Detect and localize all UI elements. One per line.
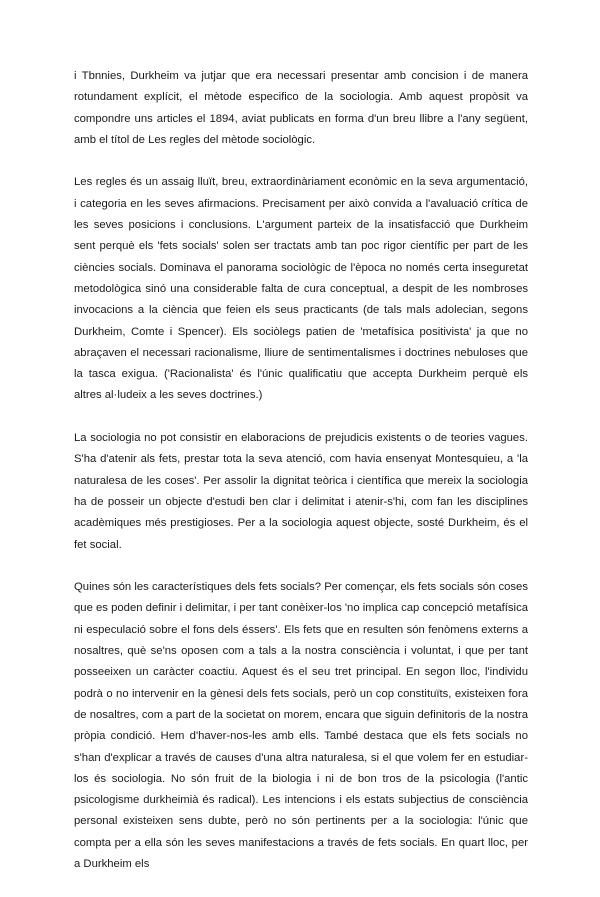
paragraph-1: i Tbnnies, Durkheim va jutjar que era necessari presentar amb concision i de manera rotundament explícit, el mètode especifico de la sociologia. Amb aquest propòsit va compondre uns articles el 1894, aviat publicats en forma d'un breu llibre a l'any següent, amb el títol de Les regles del mètode sociològic.: [74, 70, 528, 146]
paragraph-3: La sociologia no pot consistir en elaboracions de prejudicis existents o de teories vagues. S'ha d'atenir als fets, prestar tota la seva atenció, com havia ensenyat Montesquieu, a 'la naturalesa de les coses'. Per assolir la dignitat teòrica i científica que mereix la sociologia ha de posseir un objecte d'estudi ben clar i delimitat i atenir-s'hi, com fan les disciplines acadèmiques més prestigioses. Per a la sociologia aquest objecte, sosté Durkheim, és el fet social.: [74, 432, 528, 551]
paragraph-2: Les regles és un assaig lluït, breu, extraordinàriament econòmic en la seva argumentació, i categoria en les seves afirmacions. Precisament per això convida a l'avaluació crítica de les seves posicions i conclusions. L'argument parteix de la insatisfacció que Durkheim sent perquè els 'fets socials' solen ser tractats amb tan poc rigor científic per part de les ciències socials. Dominava el panorama sociològic de l'època no només certa inseguretat metodològica sinó una considerable falta de cura conceptual, a despit de les nombroses invocacions a la ciència que feien els seus practicants (de tals mals adolecian, segons Durkheim, Comte i Spencer). Els sociòlegs patien de 'metafísica positivista' ja que no abraçaven el necessari racionalisme, lliure de sentimentalismes i doctrines nebuloses que la tasca exigua. ('Racionalista' és l'únic qualificatiu que accepta Durkheim perquè els altres al·ludeix a les seves doctrines.): [74, 176, 528, 402]
body-text: [74, 66, 528, 897]
paragraph-4: Quines són les característiques dels fets socials? Per començar, els fets socials són coses que es poden definir i delimitar, i per tant conèixer-los 'no implica cap concepció metafísica ni especulació sobre el fons dels éssers'. Els fets que en resulten són fenòmens externs a nosaltres, què se'ns oposen com a tals a la nostra consciència i voluntat, i que per tant posseeixen un caràcter coactiu. Aquest és el seu tret principal. En segon lloc, l'individu podrà o no intervenir en la gènesi dels fets socials, però un cop constituïts, existeixen fora de nosaltres, com a part de la societat on morem, encara que siguin definitoris de la nostra pròpia condició. Hem d'haver-nos-les amb ells. També destaca que els fets socials no s'han d'explicar a través de causes d'una altra naturalesa, si el que volem fer en estudiar-los és sociologia. No són fruit de la biologia i ni de bon tros de la psicologia (l'antic psicologisme durkheimià és radical). Les intencions i els estats subjectius de consciència personal existeixen sens dubte, però no són pertinents per a la sociologia: l'únic que compta per a ella són les seves manifestacions a través de fets socials. En quart lloc, per a Durkheim els: [74, 581, 529, 870]
